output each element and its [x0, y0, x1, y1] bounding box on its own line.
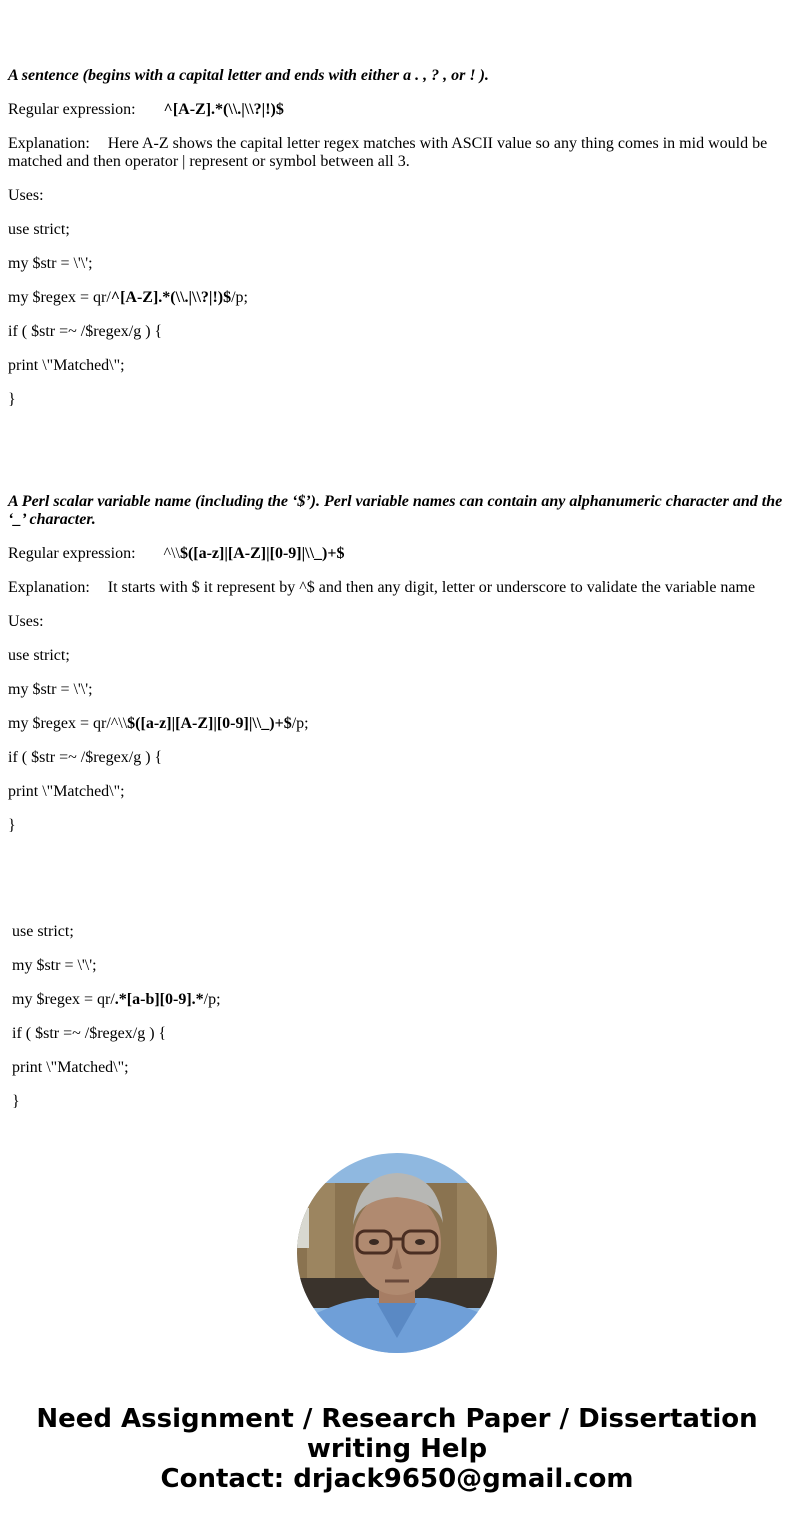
section1-heading: A sentence (begins with a capital letter and ends with either a . , ? , or ! ).	[8, 67, 489, 84]
code-line: print \"Matched\";	[8, 783, 125, 800]
code-line: if ( $str =~ /$regex/g ) {	[8, 749, 163, 766]
code-line: print \"Matched\";	[12, 1059, 129, 1076]
section1-explanation	[8, 135, 786, 171]
code-text: /p;	[203, 991, 221, 1008]
code-line: }	[8, 817, 16, 834]
code-line: my $str = \'\';	[8, 255, 93, 272]
section2-uses-label: Uses:	[8, 613, 44, 630]
regex-label: Regular expression:	[8, 101, 136, 118]
code-text: /p;	[231, 289, 248, 306]
code-line: use strict;	[8, 647, 70, 664]
code-line: use strict;	[12, 923, 74, 940]
contact-footer	[0, 1404, 794, 1494]
code-line: }	[12, 1093, 20, 1110]
author-avatar	[297, 1153, 497, 1353]
regex-label: Regular expression:	[8, 545, 136, 562]
code-text: my $regex = qr/^\\	[8, 715, 128, 732]
code-line: print \"Matched\";	[8, 357, 125, 374]
code-line: my $str = \'\';	[8, 681, 93, 698]
explanation-text: It starts with $ it represent by ^$ and then any digit, letter or underscore to validate the variable name	[107, 579, 756, 596]
code-line	[8, 289, 248, 307]
section2-regex-line	[8, 545, 344, 563]
section2-heading-line2: ‘_’ character.	[8, 511, 96, 528]
author-photo-icon	[297, 1153, 497, 1353]
footer-contact-line: Contact: drjack9650@gmail.com	[160, 1464, 634, 1494]
regex-value: ^[A-Z].*(\\.|\\?|!)$	[163, 101, 284, 118]
code-regex: $([a-z]|[A-Z]|[0-9]|\\_)+$	[127, 715, 292, 732]
section2-heading-line1: A Perl scalar variable name (including the ‘$’). Perl variable names can contain any alphanumeric character and the	[8, 493, 783, 510]
footer-line1: Need Assignment / Research Paper / Dissertation	[36, 1404, 758, 1434]
regex-value: $([a-z]|[A-Z]|[0-9]|\\_)+$	[179, 545, 345, 562]
explanation-label: Explanation:	[8, 579, 90, 596]
code-line: use strict;	[8, 221, 70, 238]
section1-uses-label: Uses:	[8, 187, 44, 204]
footer-line2: writing Help	[306, 1434, 488, 1464]
code-line	[8, 715, 309, 733]
code-line: }	[8, 391, 16, 408]
code-text: my $regex = qr/	[8, 289, 111, 306]
section2-explanation	[8, 579, 755, 597]
code-text: my $regex = qr/	[12, 991, 115, 1008]
section1-regex-line	[8, 101, 284, 119]
code-text: /p;	[291, 715, 309, 732]
code-line: my $str = \'\';	[12, 957, 97, 974]
explanation-text: Here A-Z shows the capital letter regex matches with ASCII value so any thing comes in mid would be matched and then operator | represent or symbol between all 3.	[8, 135, 768, 170]
code-regex: ^[A-Z].*(\\.|\\?|!)$	[110, 289, 232, 306]
code-line: if ( $str =~ /$regex/g ) {	[8, 323, 163, 340]
code-line	[12, 991, 221, 1009]
code-line: if ( $str =~ /$regex/g ) {	[12, 1025, 167, 1042]
code-regex: .*[a-b][0-9].*	[114, 991, 204, 1008]
explanation-label: Explanation:	[8, 135, 90, 152]
regex-prefix: ^\\	[163, 545, 180, 562]
